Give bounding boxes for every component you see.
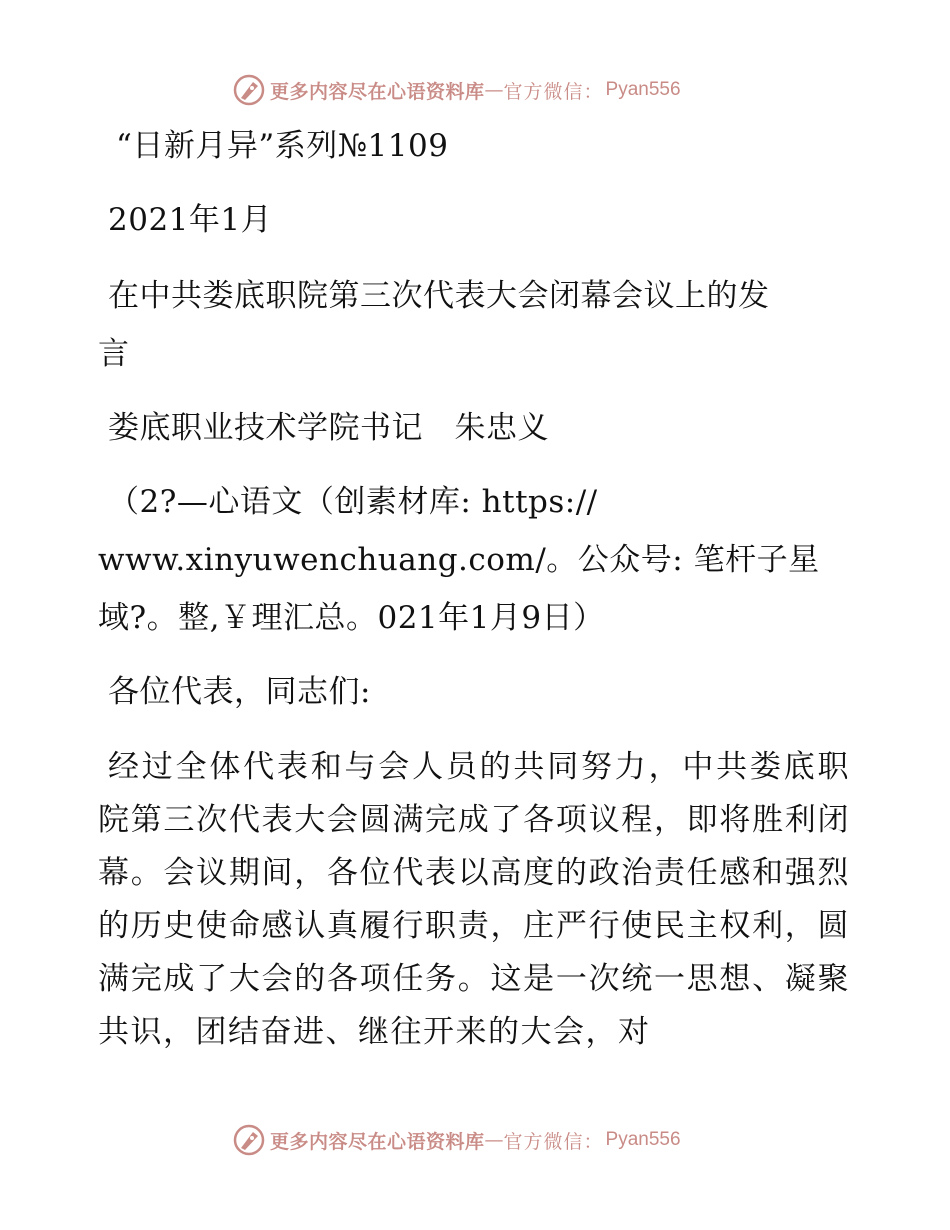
watermark-wechat-label: 官方微信： bbox=[503, 1130, 604, 1153]
watermark-separator: — bbox=[484, 1129, 504, 1151]
watermark-wechat-id: Pyan556 bbox=[605, 1129, 681, 1150]
series-number: “日新月异”系列№1109 bbox=[116, 128, 449, 164]
header-watermark bbox=[232, 70, 681, 110]
document-author: 娄底职业技术学院书记 朱忠义 bbox=[108, 410, 549, 446]
body-paragraph: 经过全体代表和与会人员的共同努力，中共娄底职院第三次代表大会圆满完成了各项议程，即将胜利闭幕。会议期间，各位代表以高度的政治责任感和强烈的历史使命感认真履行职责，庄严行使民主权利，圆满完成了大会的各项任务。这是一次统一思想、凝聚共识，团结奋进、继往开来的大会，对 bbox=[98, 749, 850, 1050]
document-title-line2: 言 bbox=[98, 336, 130, 372]
pen-nib-logo-icon bbox=[232, 73, 266, 107]
pen-nib-logo-icon bbox=[232, 1123, 266, 1157]
watermark-separator: — bbox=[484, 79, 504, 101]
source-note-line2: www.xinyuwenchuang.com/。公众号: 笔杆子星 bbox=[98, 542, 820, 578]
salutation: 各位代表，同志们: bbox=[108, 674, 371, 710]
footer-watermark bbox=[232, 1120, 681, 1160]
watermark-site-text: 更多内容尽在心语资料库 bbox=[270, 1130, 485, 1153]
source-note-line3: 域?。整,￥理汇总。021年1月9日） bbox=[98, 600, 605, 636]
source-note-line1: （2?—心语文（创素材库: https:// bbox=[108, 484, 598, 520]
document-date: 2021年1月 bbox=[108, 202, 273, 238]
watermark-site-text: 更多内容尽在心语资料库 bbox=[270, 80, 485, 103]
watermark-wechat-label: 官方微信： bbox=[503, 80, 604, 103]
watermark-wechat-id: Pyan556 bbox=[605, 79, 681, 100]
document-title-line1: 在中共娄底职院第三次代表大会闭幕会议上的发 bbox=[108, 278, 770, 314]
